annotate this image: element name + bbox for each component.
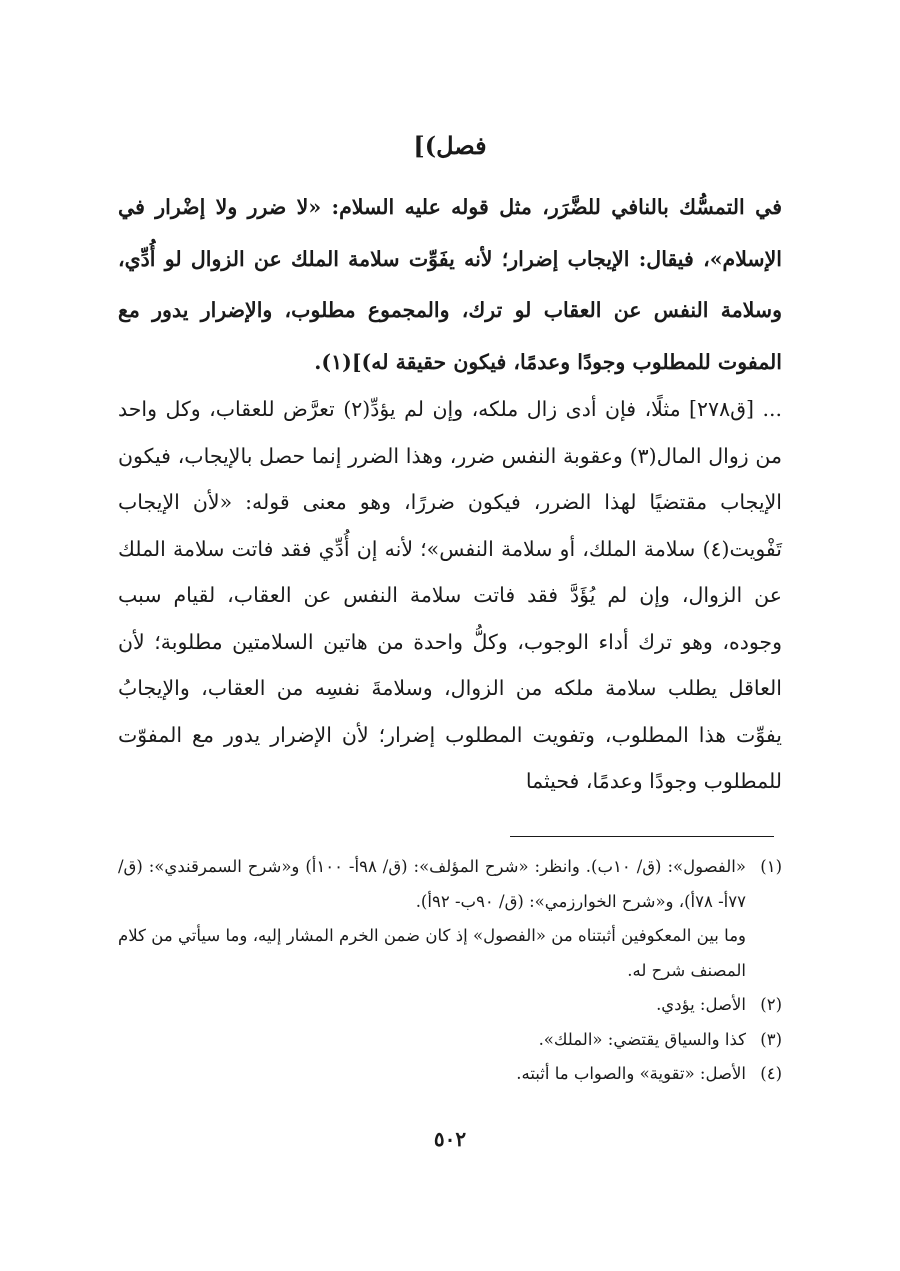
footnotes: [118, 850, 782, 1092]
footnote-text: «الفصول»: (ق/ ١٠ب). وانظر: «شرح المؤلف»: (ق/ ٩٨أ- ١٠٠أ) و«شرح السمرقندي»: (ق/ ٧٧أ- ٧٨أ)، و«شرح الخوارزمي»: (ق/ ٩٠ب- ٩٢أ).: [118, 857, 746, 911]
footnote-number: (٤): [760, 1064, 782, 1083]
section-heading: [(فصل: [413, 131, 487, 160]
footnote-text: كذا والسياق يقتضي: «الملك».: [538, 1029, 746, 1049]
footnote-1-continuation: وما بين المعكوفين أثبتناه من «الفصول» إذ كان ضمن الخرم المشار إليه، وما سيأتي من كلام المصنف شرح له.: [118, 926, 746, 980]
footnote-3: [118, 1023, 782, 1058]
footnote-1: [118, 850, 782, 919]
footnote-separator: [510, 836, 774, 837]
footnote-text: الأصل: يؤدي.: [656, 995, 746, 1014]
footnote-text: الأصل: «تقوية» والصواب ما أثبته.: [516, 1064, 746, 1083]
intro-paragraph: في التمسُّك بالنافي للضَّرَر، مثل قوله عليه السلام: «لا ضرر ولا إضْرار في الإسلام»، فيقال: الإيجاب إضرار؛ لأنه يفَوِّت سلامة الملك عن الزوال لو أُدِّي، وسلامة النفس عن العقاب لو ترك، والمجموع مطلوب، والإضرار يدور مع المفوت للمطلوب وجودًا وعدمًا، فيكون حقيقة له)](١).: [118, 195, 782, 374]
footnote-2: [118, 988, 782, 1023]
page-number: ٥٠٢: [433, 1127, 467, 1151]
footnote-number: (٢): [760, 995, 782, 1014]
footnote-number: (١): [760, 857, 782, 876]
footnote-number: (٣): [760, 1029, 782, 1049]
main-paragraph: ... [ق٢٧٨] مثلًا، فإن أدى زال ملكه، وإن لم يؤدِّ(٢) تعرَّض للعقاب، وكل واحد من زوال المال(٣) وعقوبة النفس ضرر، وهذا الضرر إنما حصل بالإيجاب، فيكون الإيجاب مقتضيًا لهذا الضرر، فيكون ضررًا، وهو معنى قوله: «لأن الإيجاب تَفْويت(٤) سلامة الملك، أو سلامة النفس»؛ لأنه إن أُدِّي فقد فاتت سلامة الملك عن الزوال، وإن لم يُؤَدَّ فقد فاتت سلامة النفس عن العقاب، لقيام سبب وجوده، وهو ترك أداء الوجوب، وكلُّ واحدة من هاتين السلامتين مطلوبة؛ لأن العاقل يطلب سلامة ملكه من الزوال، وسلامةَ نفسِه من العقاب، والإيجابُ يفوِّت هذا المطلوب، وتفويت المطلوب إضرار؛ لأن الإضرار يدور مع المفوّت للمطلوب وجودًا وعدمًا، فحيثما: [118, 397, 783, 793]
footnote-4: [118, 1057, 782, 1092]
